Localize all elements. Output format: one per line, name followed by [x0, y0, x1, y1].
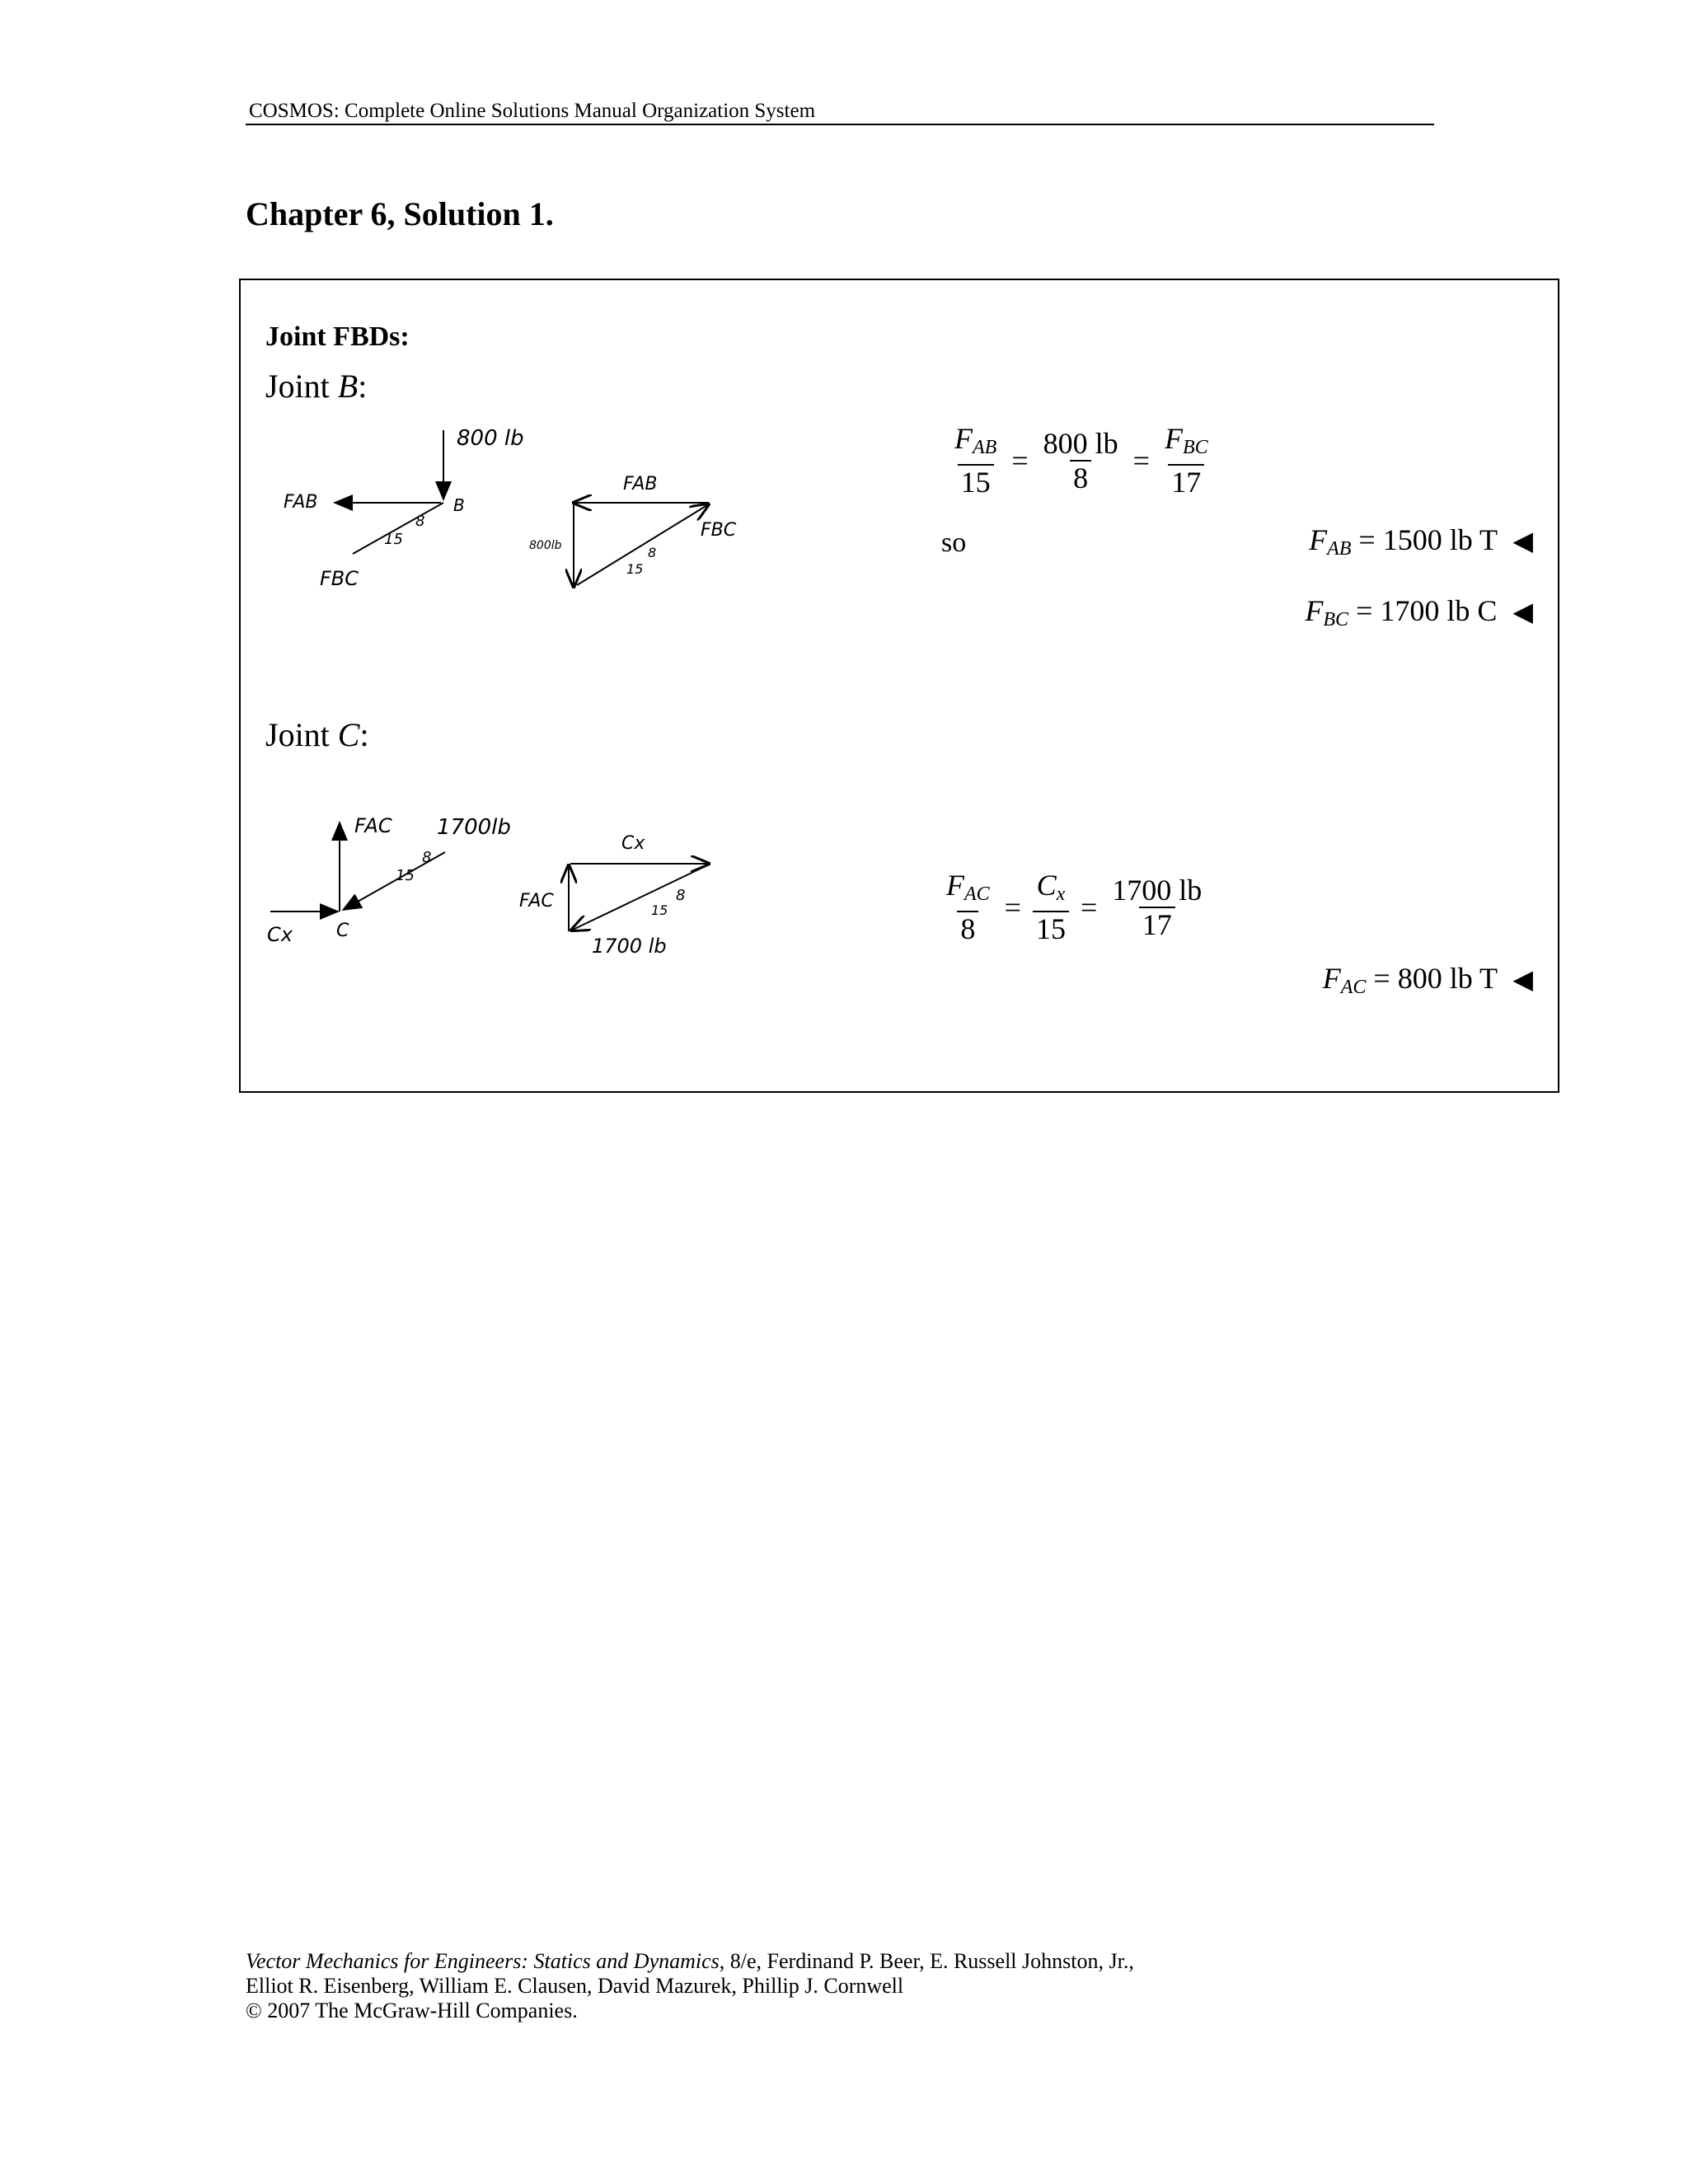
chapter-title: Chapter 6, Solution 1.: [246, 195, 554, 232]
joint-b-letter: B: [337, 368, 359, 405]
tri-cx-label: Cx: [621, 833, 645, 854]
tri-slope-b: 15: [651, 902, 668, 918]
result-fab: $F_{AB} = 1500$ lb T ◀: [1309, 523, 1533, 560]
fbc-label: FBC: [320, 567, 359, 590]
joint-c-equation: $\frac{F_{AC}}{8}$ = $\frac{C_x}{15}$ = $\frac{1700 lb}{17}$: [938, 869, 1210, 945]
slope-a: 8: [422, 849, 432, 866]
slope-b: 15: [384, 531, 403, 548]
tri-fab-label: FAB: [623, 474, 658, 494]
tri-1700-side: [573, 865, 707, 930]
tri-fac-label: FAC: [519, 891, 554, 912]
joint-word: Joint: [265, 716, 330, 753]
tri-slope-a: 8: [676, 887, 686, 904]
joint-word: Joint: [265, 368, 330, 405]
joint-c-label: Joint C:: [265, 716, 369, 753]
frac-fab-15: $\frac{F_{AB}}{15}$: [954, 422, 997, 499]
joint-c-fbd-sketch: [264, 791, 742, 972]
book-title: Vector Mechanics for Engineers: Statics and Dynamics: [246, 1949, 720, 1973]
tri-slope-a: 8: [648, 545, 657, 560]
answer-marker-icon: ◀: [1512, 597, 1533, 626]
footer-copyright: © 2007 The McGraw-Hill Companies.: [246, 1999, 578, 2022]
joint-b-fbd-sketch: [264, 420, 758, 593]
answer-marker-icon: ◀: [1512, 964, 1533, 994]
result-fac: $F_{AC} = 800$ lb T ◀: [1322, 962, 1533, 998]
fab-label: FAB: [284, 492, 318, 513]
tri-fbc-label: FBC: [701, 520, 737, 541]
page-header: COSMOS: Complete Online Solutions Manual Organization System: [246, 99, 1434, 125]
tri-load-label: 800lb: [529, 539, 562, 552]
so-text: so: [941, 527, 967, 558]
page-footer: [246, 1949, 1134, 2023]
frac-1700-17: $\frac{1700 lb}{17}$: [1112, 873, 1203, 941]
result-fbc: $F_{BC} = 1700$ lb C ◀: [1305, 594, 1533, 630]
joint-c-letter: C: [337, 716, 360, 753]
answer-marker-icon: ◀: [1512, 526, 1533, 555]
tri-1700-label: 1700 lb: [592, 935, 667, 958]
frac-fbc-17: $\frac{F_{BC}}{17}$: [1164, 422, 1208, 499]
node-b-label: B: [453, 495, 465, 515]
tri-slope-b: 15: [626, 561, 644, 577]
frac-cx-15: $\frac{C_x}{15}$: [1033, 869, 1069, 945]
footer-line-1: Vector Mechanics for Engineers: Statics and Dynamics, 8/e, Ferdinand P. Beer, E. Russell Johnston, Jr.,: [246, 1949, 1134, 1973]
cx-label: Cx: [267, 923, 293, 946]
frac-800-8: $\frac{800 lb}{8}$: [1043, 426, 1118, 494]
frac-fac-8: $\frac{F_{AC}}{8}$: [946, 869, 990, 945]
fbd-heading: Joint FBDs:: [265, 321, 410, 352]
joint-b-label: Joint B:: [265, 368, 368, 405]
joint-b-equation: $\frac{F_{AB}}{15}$ = $\frac{800 lb}{8}$ = $\frac{F_{BC}}{17}$: [946, 422, 1217, 499]
slope-b: 15: [396, 867, 415, 884]
load-1700-label: 1700lb: [437, 815, 511, 840]
load-label: 800 lb: [457, 426, 524, 451]
fac-label: FAC: [354, 814, 392, 837]
solution-box: [239, 279, 1559, 1093]
slope-a: 8: [415, 513, 425, 530]
node-c-label: C: [336, 921, 349, 941]
footer-line-2: Elliot R. Eisenberg, William E. Clausen, David Mazurek, Phillip J. Cornwell: [246, 1974, 904, 1998]
